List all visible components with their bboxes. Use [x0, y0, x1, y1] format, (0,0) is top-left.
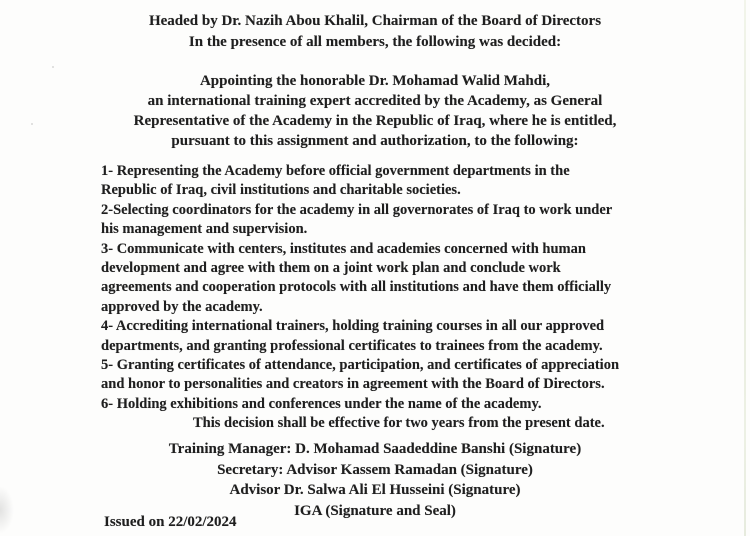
- decision-item-6: [101, 395, 619, 414]
- paper-speck: [31, 123, 33, 125]
- decision-line: 4- Accrediting international trainers, holding training courses in all our approved: [101, 318, 605, 335]
- decision-line: approved by the academy.: [101, 298, 263, 315]
- intro-line: Representative of the Academy in the Republic of Iraq, where he is entitled,: [133, 113, 617, 129]
- decision-item-3: [101, 240, 619, 318]
- decision-list: [101, 162, 619, 434]
- scan-edge-artifact: [744, 0, 746, 536]
- issued-date-line: Issued on 22/02/2024: [104, 514, 237, 530]
- decision-line: agreements and cooperation protocols with all institutions and have them officially: [101, 279, 612, 296]
- paper-speck: [52, 66, 54, 68]
- effective-period-line: This decision shall be effective for two years from the present date.: [193, 415, 605, 432]
- decision-line: his management and supervision.: [101, 221, 308, 238]
- header-line: In the presence of all members, the following was decided:: [188, 34, 562, 50]
- scan-smudge-artifact: [0, 486, 14, 534]
- signature-line-secretary: Secretary: Advisor Kassem Ramadan (Signature): [217, 461, 533, 478]
- decision-line: development and agree with them on a joint work plan and conclude work: [101, 260, 561, 277]
- header-line: Headed by Dr. Nazih Abou Khalil, Chairman of the Board of Directors: [148, 13, 602, 29]
- signature-line-advisor: Advisor Dr. Salwa Ali El Husseini (Signature): [229, 482, 521, 498]
- intro-line: an international training expert accredited by the Academy, as General: [147, 93, 603, 109]
- signature-line-training-manager: Training Manager: D. Mohamad Saadeddine Banshi (Signature): [168, 441, 582, 457]
- decision-item-4: [101, 317, 619, 356]
- decision-line: 5- Granting certificates of attendance, participation, and certificates of appreciation: [101, 357, 620, 374]
- intro-line: Appointing the honorable Dr. Mohamad Walid Mahdi,: [199, 73, 551, 89]
- decision-line: 3- Communicate with centers, institutes and academies concerned with human: [101, 240, 586, 257]
- intro-line: pursuant to this assignment and authorization, to the following:: [171, 133, 579, 149]
- signature-line-iga: IGA (Signature and Seal): [294, 502, 456, 519]
- decision-line: 1- Representing the Academy before official government departments in the: [101, 163, 570, 179]
- decision-line: 2-Selecting coordinators for the academy in all governorates of Iraq to work under: [101, 201, 613, 218]
- appointment-intro-block: [0, 71, 750, 151]
- header-block: [0, 11, 750, 53]
- signatures-block: [0, 439, 750, 521]
- decision-line: and honor to personalities and creators in agreement with the Board of Directors.: [101, 376, 605, 393]
- decision-line: Republic of Iraq, civil institutions and charitable societies.: [101, 182, 461, 199]
- decision-line: departments, and granting professional certificates to trainees from the academy.: [101, 337, 603, 354]
- decision-item-5: [101, 356, 619, 395]
- decision-item-2: [101, 201, 619, 240]
- decision-item-1: [101, 162, 619, 201]
- decision-line: 6- Holding exhibitions and conferences under the name of the academy.: [101, 395, 542, 412]
